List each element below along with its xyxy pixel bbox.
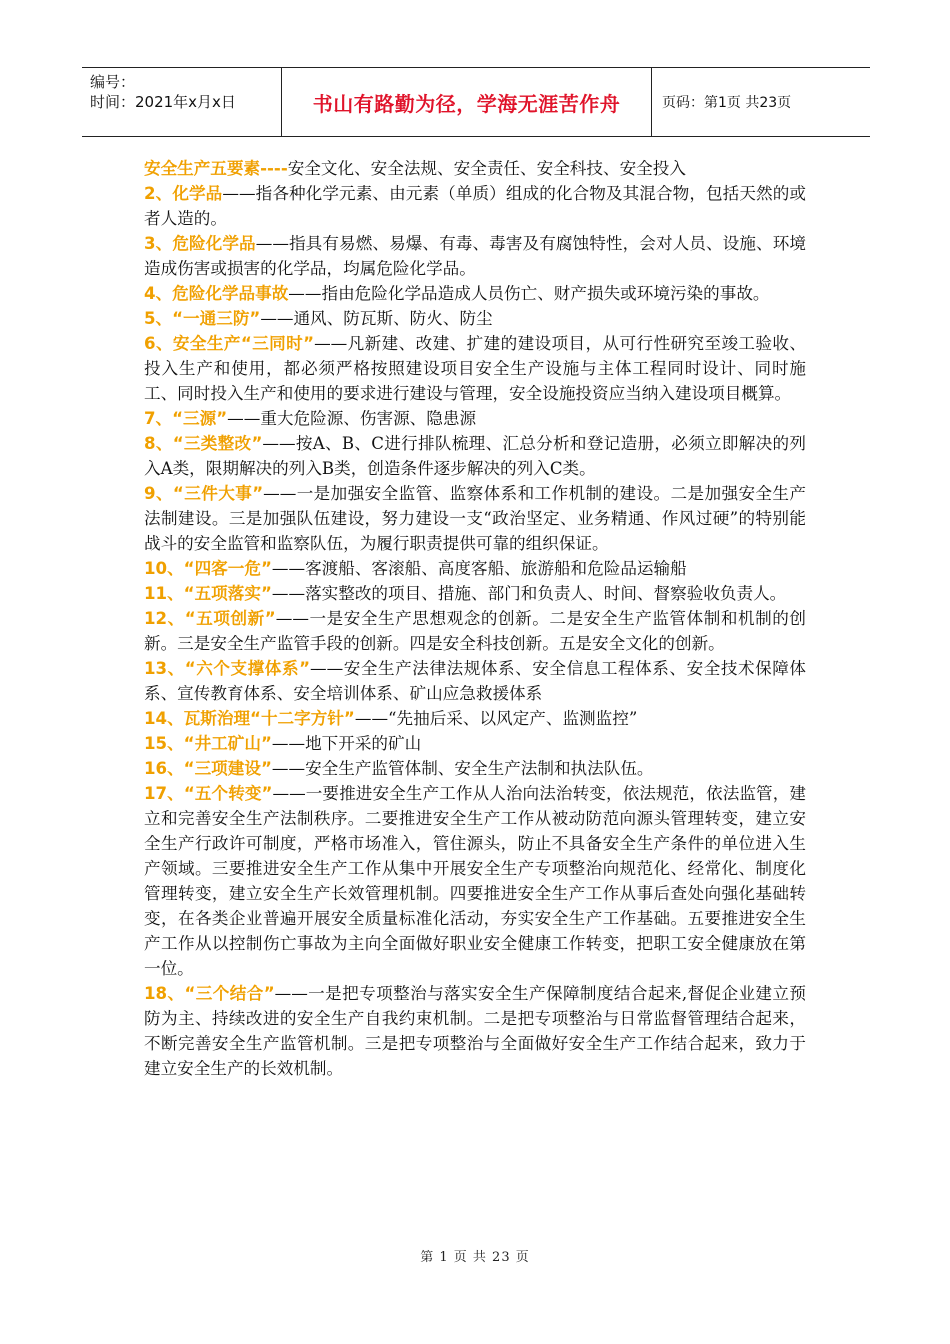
item-term: 7、“三源” <box>144 409 228 428</box>
list-item <box>144 431 806 481</box>
list-item <box>144 781 806 981</box>
item-term: 10、“四客一危” <box>144 559 272 578</box>
item-text: ——安全生产法律法规体系、安全信息工程体系、安全技术保障体系、宣传教育体系、安全培训体系、矿山应急救援体系 <box>144 659 807 703</box>
page-footer: 第 1 页 共 23 页 <box>420 1250 530 1265</box>
item-text: ——地下开采的矿山 <box>271 734 422 753</box>
header-motto: 书山有路勤为径，学海无涯苦作舟 <box>312 91 621 116</box>
item-term: 17、“五个转变” <box>144 784 273 803</box>
item-term: 18、“三个结合” <box>144 984 275 1003</box>
list-item <box>144 306 806 331</box>
list-item <box>144 181 806 231</box>
list-item <box>144 281 806 306</box>
item-text: ——落实整改的项目、措施、部门和负责人、时间、督察验收负责人。 <box>271 584 787 603</box>
list-item <box>144 406 806 431</box>
item-term: 3、危险化学品 <box>144 234 256 253</box>
item-term: 13、“六个支撑体系” <box>144 659 310 678</box>
item-term: 4、危险化学品事故 <box>144 284 289 303</box>
list-item <box>144 231 806 281</box>
item-text: ——通风、防瓦斯、防火、防尘 <box>260 309 493 328</box>
list-item <box>144 331 806 406</box>
document-number-label: 编号： <box>90 73 136 91</box>
item-text: ——指由危险化学品造成人员伤亡、财产损失或环境污染的事故。 <box>288 284 770 303</box>
header-motto-cell <box>282 68 652 136</box>
list-item <box>144 481 806 556</box>
list-item <box>144 706 806 731</box>
item-text: ——一是安全生产思想观念的创新。二是安全生产监管体制和机制的创新。三是安全生产监管手段的创新。四是安全科技创新。五是安全文化的创新。 <box>144 609 807 653</box>
item-term: 6、安全生产“三同时” <box>144 334 315 353</box>
document-time-label: 时间：2021年x月x日 <box>90 93 236 111</box>
item-term: 14、瓦斯治理“十二字方针” <box>144 709 355 728</box>
list-item <box>144 981 806 1081</box>
item-term: 2、化学品 <box>144 184 223 203</box>
item-text: ——一是加强安全监管、监察体系和工作机制的建设。二是加强安全生产法制建设。三是加强队伍建设，努力建设一支“政治坚定、业务精通、作风过硬”的特别能战斗的安全监管和监察队伍，为履行职责提供可靠的组织保证。 <box>144 484 807 553</box>
item-text: ——客渡船、客滚船、高度客船、旅游船和危险品运输船 <box>271 559 687 578</box>
header-meta <box>82 68 282 136</box>
item-text: ——按A、B、C进行排队梳理、汇总分析和登记造册，必须立即解决的列入A类，限期解决的列入B类，创造条件逐步解决的列入C类。 <box>144 434 807 478</box>
item-term: 11、“五项落实” <box>144 584 272 603</box>
list-item <box>144 731 806 756</box>
item-text: ——凡新建、改建、扩建的建设项目，从可行性研究至竣工验收、投入生产和使用，都必须严格按照建设项目安全生产设施与主体工程同时设计、同时施工、同时投入生产和使用的要求进行建设与管理，安全设施投资应当纳入建设项目概算。 <box>144 334 807 403</box>
item-text: ——指具有易燃、易爆、有毒、毒害及有腐蚀特性，会对人员、设施、环境造成伤害或损害的化学品，均属危险化学品。 <box>144 234 807 278</box>
item-term: 12、“五项创新” <box>144 609 276 628</box>
item-term: 8、“三类整改” <box>144 434 263 453</box>
item-text: ——一要推进安全生产工作从人治向法治转变，依法规范，依法监管，建立和完善安全生产法制秩序。二要推进安全生产工作从被动防范向源头管理转变，建立安全生产行政许可制度，严格市场准入，管住源头，防止不具备安全生产条件的单位进入生产领域。三要推进安全生产工作从集中开展安全生产专项整治向规范化、经常化、制度化管理转变，建立安全生产长效管理机制。四要推进安全生产工作从事后查处向强化基础转变，在各类企业普遍开展安全质量标准化活动，夯实安全生产工作基础。五要推进安全生产工作从以控制伤亡事故为主向全面做好职业安全健康工作转变，把职工安全健康放在第一位。 <box>144 784 807 978</box>
list-item <box>144 156 806 181</box>
item-text: ——指各种化学元素、由元素（单质）组成的化合物及其混合物，包括天然的或者人造的。 <box>144 184 807 228</box>
page-header <box>82 67 870 137</box>
item-text: ——一是把专项整治与落实安全生产保障制度结合起来,督促企业建立预防为主、持续改进的安全生产自我约束机制。二是把专项整治与日常监督管理结合起来，不断完善安全生产监管机制。三是把专项整治与全面做好安全生产工作结合起来，致力于建立安全生产的长效机制。 <box>144 984 806 1078</box>
list-item <box>144 756 806 781</box>
item-text: ——安全生产监管体制、安全生产法制和执法队伍。 <box>271 759 654 778</box>
list-item <box>144 581 806 606</box>
list-item <box>144 606 806 656</box>
document-body <box>144 156 806 1081</box>
item-text: ——重大危险源、伤害源、隐患源 <box>227 409 477 428</box>
item-term: 9、“三件大事” <box>144 484 264 503</box>
item-term: 安全生产五要素---- <box>144 159 288 178</box>
item-text: 安全文化、安全法规、安全责任、安全科技、安全投入 <box>287 159 686 178</box>
header-page-info: 页码：第1页 共23页 <box>662 95 792 111</box>
item-term: 5、“一通三防” <box>144 309 261 328</box>
item-term: 15、“井工矿山” <box>144 734 272 753</box>
item-term: 16、“三项建设” <box>144 759 272 778</box>
list-item <box>144 556 806 581</box>
item-text: ——“先抽后采、以风定产、监测监控” <box>354 709 638 728</box>
list-item <box>144 656 806 706</box>
